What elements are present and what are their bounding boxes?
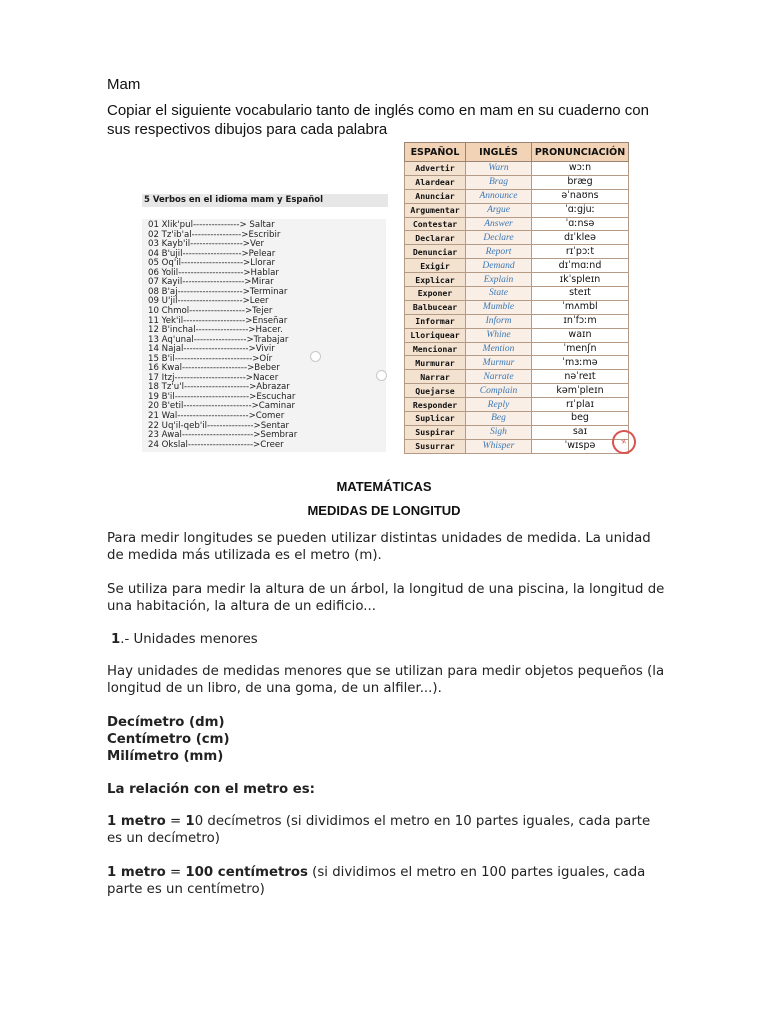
vocab-pronunciation: rɪˈplaɪ xyxy=(532,398,629,412)
vocab-spanish: Advertir xyxy=(405,162,466,176)
verb-line: 02 Tz'ib'al---------------->Escribir xyxy=(148,229,281,240)
verb-line: 08 B'aj--------------------->Terminar xyxy=(148,286,288,297)
verb-line: 17 Itzj----------------------->Nacer xyxy=(148,372,279,383)
vocab-pronunciation: wɔːn xyxy=(532,162,629,176)
vocab-spanish: Balbucear xyxy=(405,300,466,314)
vocab-row xyxy=(405,425,629,439)
vocab-english: State xyxy=(466,287,532,301)
vocab-english: Mention xyxy=(466,342,532,356)
vocab-english: Reply xyxy=(466,398,532,412)
verb-line: 03 Kayb'il----------------->Ver xyxy=(148,239,265,250)
vocab-spanish: Exponer xyxy=(405,287,466,301)
vocab-english: Declare xyxy=(466,231,532,245)
vocab-row xyxy=(405,398,629,412)
verb-line: 11 Yek'il-------------------->Enseñar xyxy=(148,315,288,326)
vocab-english: Beg xyxy=(466,412,532,426)
verb-line: 09 U'jil--------------------->Leer xyxy=(148,296,269,307)
vocab-row xyxy=(405,384,629,398)
vocab-spanish: Explicar xyxy=(405,273,466,287)
verb-line: 13 Aq'unal----------------->Trabajar xyxy=(148,334,289,345)
eq1-equals: = xyxy=(165,814,186,829)
unit-centimetro: Centímetro (cm) xyxy=(107,732,230,747)
unit-milimetro: Milímetro (mm) xyxy=(107,749,224,764)
vocab-spanish: Lloriquear xyxy=(405,328,466,342)
verb-line: 15 B'il------------------------->Oír xyxy=(148,353,273,364)
vocab-pronunciation: dɪˈmɑːnd xyxy=(532,259,629,273)
vocab-english: Argue xyxy=(466,203,532,217)
vocab-pronunciation: ˈɑːnsə xyxy=(532,217,629,231)
verb-line: 10 Chmol------------------>Tejer xyxy=(148,305,273,316)
eq2-note: (si dividimos el metro en 100 partes iguales, cada parte es un centímetro) xyxy=(107,865,646,897)
paragraph-uses: Se utiliza para medir la altura de un árbol, la longitud de una piscina, la longitud de una habitación, la altura de un edificio... xyxy=(107,582,665,614)
vocab-row xyxy=(405,259,629,273)
vocab-row xyxy=(405,412,629,426)
verb-line: 23 Awal----------------------->Sembrar xyxy=(148,430,298,441)
vocab-spanish: Declarar xyxy=(405,231,466,245)
vocab-pronunciation: waɪn xyxy=(532,328,629,342)
verbs-list xyxy=(142,219,386,452)
vocab-english: Whisper xyxy=(466,439,532,453)
section-label: .- Unidades menores xyxy=(120,632,258,647)
vocab-english: Warn xyxy=(466,162,532,176)
section-heading xyxy=(111,631,258,648)
vocab-row xyxy=(405,245,629,259)
units-list xyxy=(107,714,230,765)
vocab-spanish: Responder xyxy=(405,398,466,412)
vocab-pronunciation: dɪˈkleə xyxy=(532,231,629,245)
verb-line: 16 Kwal--------------------->Beber xyxy=(148,363,280,374)
vocab-table-body xyxy=(405,162,629,454)
vocab-row xyxy=(405,300,629,314)
vocab-row xyxy=(405,175,629,189)
vocab-english: Answer xyxy=(466,217,532,231)
eq2-lhs: 1 metro xyxy=(107,865,166,880)
vocab-row xyxy=(405,287,629,301)
vocab-spanish: Argumentar xyxy=(405,203,466,217)
vocab-spanish: Informar xyxy=(405,314,466,328)
vocab-english: Inform xyxy=(466,314,532,328)
vocab-row xyxy=(405,328,629,342)
vocab-spanish: Murmurar xyxy=(405,356,466,370)
verb-line: 22 Uq'il-qeb'il--------------->Sentar xyxy=(148,420,290,431)
vocab-spanish: Alardear xyxy=(405,175,466,189)
vocab-english: Report xyxy=(466,245,532,259)
vocab-english: Mumble xyxy=(466,300,532,314)
vocab-spanish: Contestar xyxy=(405,217,466,231)
vocab-english: Brag xyxy=(466,175,532,189)
verb-line: 01 Xlik'pul---------------> Saltar xyxy=(148,220,275,230)
vocab-spanish: Narrar xyxy=(405,370,466,384)
vocab-pronunciation: steɪt xyxy=(532,287,629,301)
watermark-stamp: ✕ xyxy=(609,427,640,458)
vocab-english: Murmur xyxy=(466,356,532,370)
vocab-row xyxy=(405,217,629,231)
verb-line: 04 B'ujil------------------->Pelear xyxy=(148,248,276,259)
image-handle-icon xyxy=(376,370,387,381)
vocab-spanish: Suplicar xyxy=(405,412,466,426)
vocab-spanish: Mencionar xyxy=(405,342,466,356)
math-title: MATEMÁTICAS xyxy=(336,479,432,494)
verb-line: 20 B'etil---------------------->Caminar xyxy=(148,401,296,412)
vocab-english: Sigh xyxy=(466,425,532,439)
vocab-pronunciation: nəˈreɪt xyxy=(532,370,629,384)
vocab-english: Narrate xyxy=(466,370,532,384)
eq1-num: 1 xyxy=(185,814,195,829)
vocab-row xyxy=(405,189,629,203)
vocab-english: Complain xyxy=(466,384,532,398)
verb-line: 12 B'inchal----------------->Hacer. xyxy=(148,325,283,336)
mam-verbs-figure xyxy=(138,190,386,452)
relation-heading: La relación con el metro es: xyxy=(107,782,315,797)
vocab-pronunciation: ɪnˈfɔːm xyxy=(532,314,629,328)
verb-line: 05 Oq'il-------------------->Llorar xyxy=(148,258,276,269)
paragraph-smaller-units: Hay unidades de medidas menores que se utilizan para medir objetos pequeños (la longitud de un libro, de una goma, de un alfiler...). xyxy=(107,664,665,696)
vocab-pronunciation: ˈɑːgjuː xyxy=(532,203,629,217)
verb-line: 21 Wal----------------------->Comer xyxy=(148,411,285,421)
verb-line: 19 B'il------------------------>Escuchar xyxy=(148,391,296,402)
vocab-pronunciation: əˈnaʊns xyxy=(532,189,629,203)
vocab-row xyxy=(405,273,629,287)
vocab-english: Announce xyxy=(466,189,532,203)
verb-line: 18 Tz'u'l--------------------->Abrazar xyxy=(148,382,290,393)
vocab-table xyxy=(404,142,629,454)
eq2-value: 100 centímetros xyxy=(185,865,308,880)
header-espanol: ESPAÑOL xyxy=(405,143,466,162)
vocab-english: Demand xyxy=(466,259,532,273)
section-number: 1 xyxy=(111,632,121,647)
vocab-spanish: Quejarse xyxy=(405,384,466,398)
paragraph-intro: Para medir longitudes se pueden utilizar distintas unidades de medida. La unidad de medida más utilizada es el metro (m). xyxy=(107,531,651,563)
eq1-rest: 0 decímetros xyxy=(194,814,282,829)
vocab-row xyxy=(405,439,629,453)
header-ingles: INGLÉS xyxy=(466,143,532,162)
vocab-english: Whine xyxy=(466,328,532,342)
vocab-pronunciation: ˈmɜːmə xyxy=(532,356,629,370)
vocab-pronunciation: ˈwɪspə xyxy=(532,439,629,453)
vocab-row xyxy=(405,231,629,245)
equation-centimetro xyxy=(107,864,667,898)
vocab-row xyxy=(405,203,629,217)
vocab-row xyxy=(405,356,629,370)
vocab-pronunciation: saɪ xyxy=(532,425,629,439)
vocab-spanish: Denunciar xyxy=(405,245,466,259)
image-handle-icon xyxy=(310,351,321,362)
header-pronunciacion: PRONUNCIACIÓN xyxy=(532,143,629,162)
vocab-spanish: Suspirar xyxy=(405,425,466,439)
vocab-row xyxy=(405,342,629,356)
verb-line: 06 Yolil--------------------->Hablar xyxy=(148,267,279,278)
vocab-pronunciation: kəmˈpleɪn xyxy=(532,384,629,398)
eq2-equals: = xyxy=(165,865,186,880)
vocab-pronunciation: beg xyxy=(532,412,629,426)
eq1-lhs: 1 metro xyxy=(107,814,166,829)
vocab-pronunciation: rɪˈpɔːt xyxy=(532,245,629,259)
vocab-table-figure xyxy=(404,142,628,454)
verb-line: 07 Kayil-------------------->Mirar xyxy=(148,277,274,288)
document-label: Mam xyxy=(107,76,141,93)
vocab-row xyxy=(405,314,629,328)
equation-decimetro xyxy=(107,813,667,847)
eq1-note: (si dividimos el metro en 10 partes iguales, cada parte es un decímetro) xyxy=(107,814,651,846)
verb-line: 24 Okslal--------------------->Creer xyxy=(148,439,284,450)
unit-decimetro: Decímetro (dm) xyxy=(107,715,225,730)
vocab-english: Explain xyxy=(466,273,532,287)
math-subtitle: MEDIDAS DE LONGITUD xyxy=(307,503,461,518)
verb-line: 14 Najal--------------------->Vivir xyxy=(148,344,275,355)
vocab-pronunciation: ɪkˈspleɪn xyxy=(532,273,629,287)
vocab-spanish: Exigir xyxy=(405,259,466,273)
vocab-row xyxy=(405,370,629,384)
vocab-spanish: Anunciar xyxy=(405,189,466,203)
verbs-title: 5 Verbos en el idioma mam y Español xyxy=(142,194,388,207)
vocab-pronunciation: ˈmenʃn xyxy=(532,342,629,356)
vocab-pronunciation: ˈmʌmbl xyxy=(532,300,629,314)
instructions: Copiar el siguiente vocabulario tanto de inglés como en mam en su cuaderno con sus respectivos dibujos para cada palabra xyxy=(107,102,649,138)
vocab-spanish: Susurrar xyxy=(405,439,466,453)
vocab-row xyxy=(405,162,629,176)
vocab-pronunciation: bræg xyxy=(532,175,629,189)
